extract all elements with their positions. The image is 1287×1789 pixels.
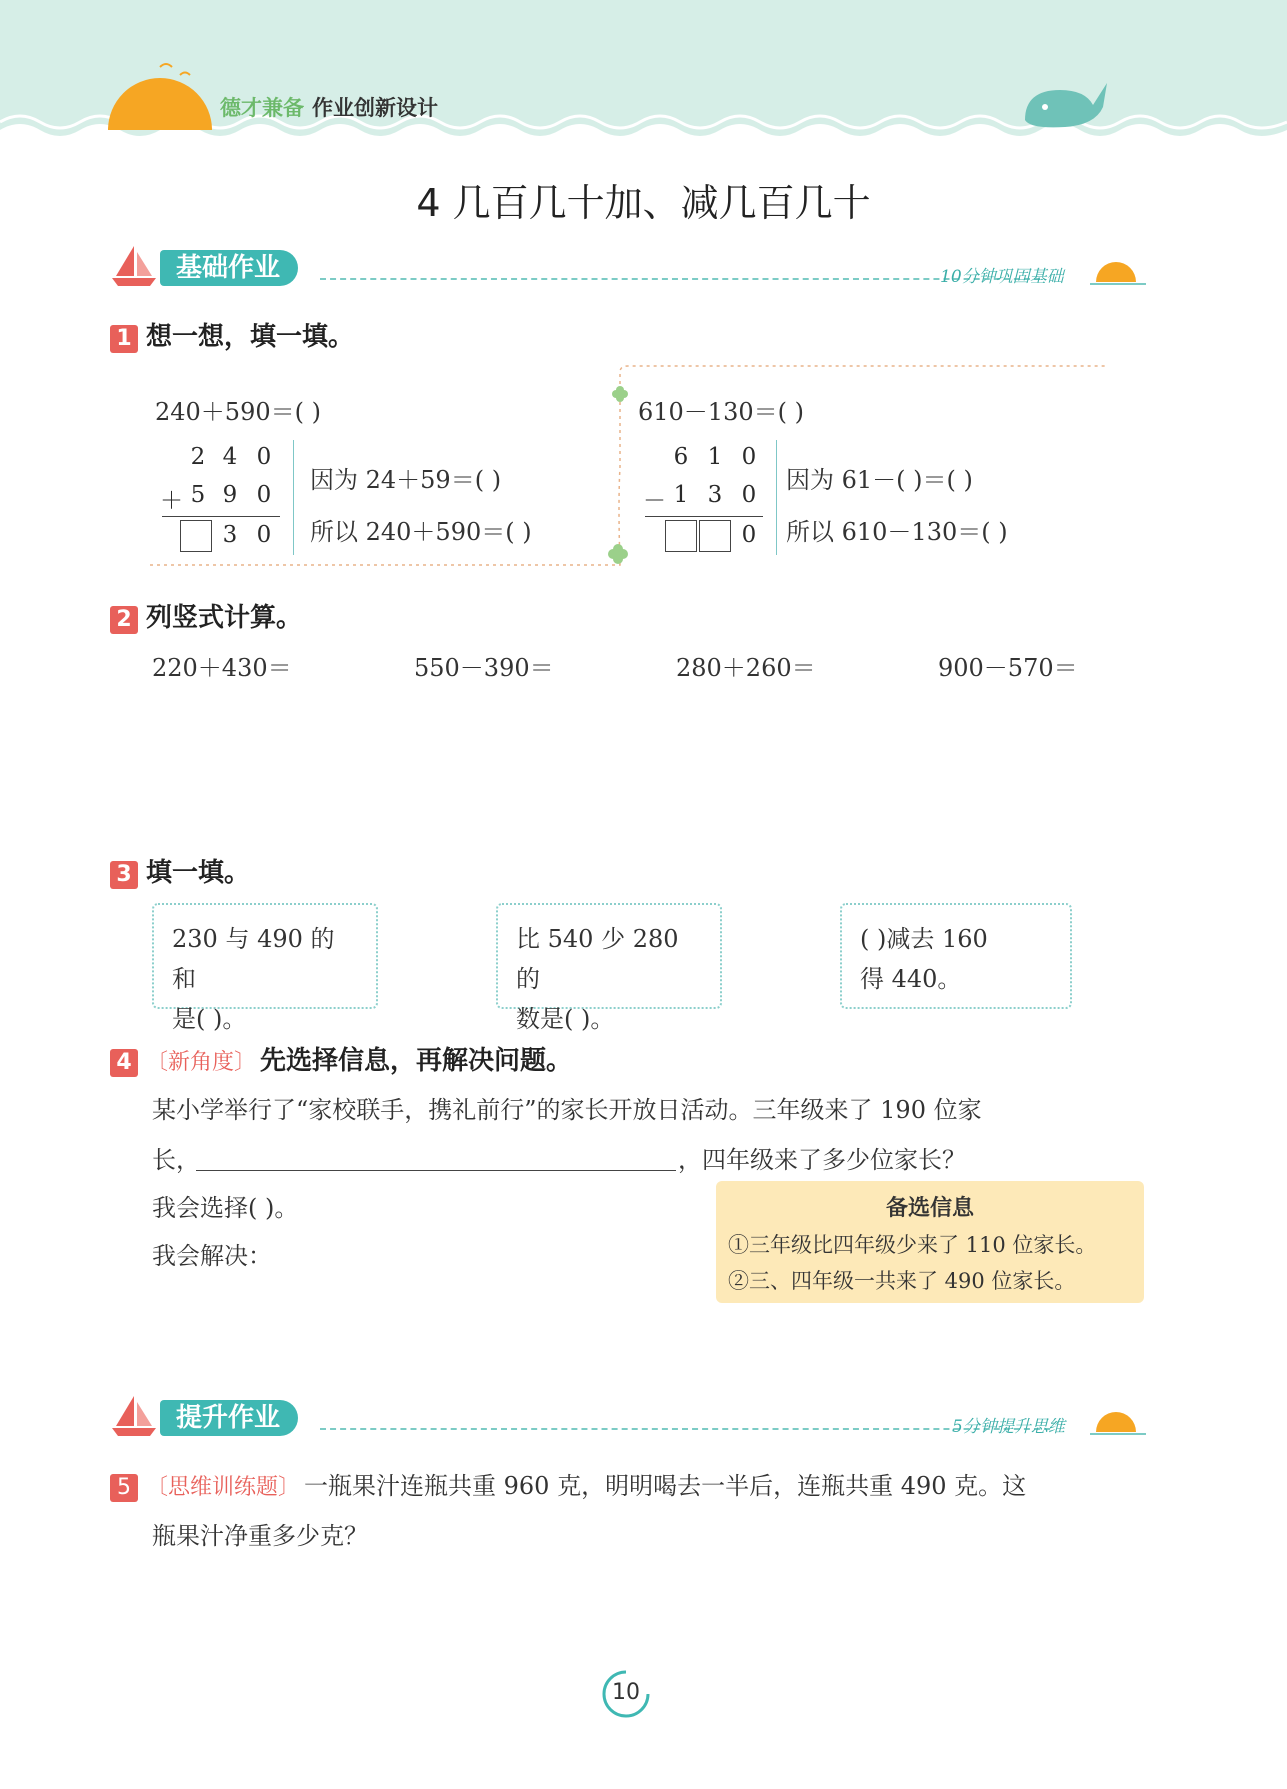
section-advanced-divider (320, 1428, 1050, 1430)
q4-solve: 我会解决： (152, 1242, 272, 1270)
q4-text-line2-start: 长， (152, 1146, 200, 1174)
q3-box-line: 数是( )。 (516, 1005, 615, 1033)
q4-text-line2-end: ，四年级来了多少位家长？ (678, 1146, 966, 1174)
q2-item: 550－390＝ (414, 654, 554, 682)
answer-box[interactable] (180, 520, 212, 552)
digit: 2 (190, 444, 206, 470)
small-sun-icon (1088, 1406, 1148, 1440)
q3-number: 3 (110, 861, 138, 889)
digit: 0 (256, 522, 272, 548)
digit: 5 (190, 482, 206, 508)
q3-box-line: 是( )。 (172, 1005, 247, 1033)
q1-left-vertical (160, 440, 285, 555)
digit: 0 (741, 482, 757, 508)
q4-text-line1: 某小学举行了“家校联手，携礼前行”的家长开放日活动。三年级来了 190 位家 (152, 1096, 982, 1124)
q1-number: 1 (110, 325, 138, 353)
q3-box-line: 得 440。 (860, 965, 962, 993)
answer-box[interactable] (665, 520, 697, 552)
digit: 1 (673, 482, 689, 508)
section-advanced-note: 5分钟提升思维 (952, 1417, 1065, 1437)
q3-box-3 (840, 903, 1072, 1009)
digit: 3 (222, 522, 238, 548)
page-number: 10 (612, 1680, 640, 1705)
q2-heading (110, 597, 302, 634)
small-sun-icon (1088, 256, 1148, 290)
digit: 0 (741, 444, 757, 470)
digit: 6 (673, 444, 689, 470)
q1-left-equation: 240＋590＝( ) (155, 398, 321, 426)
q4-choose: 我会选择( )。 (152, 1194, 299, 1222)
q4-tag: 〔新角度〕 (146, 1050, 257, 1075)
q5-number: 5 (110, 1474, 138, 1502)
digit: 0 (256, 482, 272, 508)
section-advanced-label: 提升作业 (160, 1400, 298, 1436)
sum-line (162, 516, 280, 517)
q5-tag: 〔思维训练题〕 (146, 1475, 301, 1500)
q1-right-so: 所以 610－130＝( ) (786, 518, 1008, 546)
answer-box[interactable] (699, 520, 731, 552)
section-basic-label: 基础作业 (160, 250, 298, 286)
section-basic-divider (320, 278, 1040, 280)
section-banner-basic (110, 248, 1150, 288)
digit: 0 (256, 444, 272, 470)
brand-dark-text: 作业创新设计 (312, 96, 438, 120)
q4-title: 先选择信息，再解决问题。 (260, 1046, 573, 1076)
clover-icon-2 (608, 544, 628, 564)
q4-number: 4 (110, 1049, 138, 1077)
clover-icon (612, 386, 628, 402)
q3-box-line: ( )减去 160 (860, 925, 988, 953)
digit: 4 (222, 444, 238, 470)
q3-box-1 (152, 903, 378, 1033)
q3-box-line: 比 540 少 280 的 (516, 925, 679, 993)
q4-info-panel (716, 1181, 1144, 1303)
q5-text-line2: 瓶果汁净重多少克？ (152, 1522, 368, 1550)
q4-info-item: ①三年级比四年级少来了 110 位家长。 (728, 1233, 1097, 1257)
q3-box-line: 230 与 490 的和 (172, 925, 335, 993)
q1-right-because: 因为 61－( )＝( ) (786, 466, 973, 494)
digit: 3 (707, 482, 723, 508)
q2-item: 220＋430＝ (152, 654, 292, 682)
plus-sign: ＋ (160, 488, 183, 514)
sun-icon (100, 55, 220, 130)
q3-title: 填一填。 (146, 858, 251, 888)
section-banner-advanced (110, 1398, 1150, 1438)
digit: 9 (222, 482, 238, 508)
q4-heading (110, 1040, 572, 1077)
minus-sign: － (643, 488, 666, 514)
q4-info-item: ②三、四年级一共来了 490 位家长。 (728, 1269, 1076, 1293)
q1-left-because: 因为 24＋59＝( ) (310, 466, 502, 494)
digit: 1 (707, 444, 723, 470)
q4-info-title: 备选信息 (885, 1196, 974, 1221)
q3-box-2 (496, 903, 722, 1033)
q5-heading (110, 1466, 1026, 1502)
sailboat-icon (110, 242, 158, 288)
q1-right-vertical (643, 440, 768, 555)
q1-heading (110, 316, 354, 353)
q1-left-divider (293, 440, 294, 555)
difference-line (645, 516, 763, 517)
digit: 0 (741, 522, 757, 548)
q1-left-so: 所以 240＋590＝( ) (310, 518, 532, 546)
q3-heading (110, 852, 250, 889)
q2-number: 2 (110, 606, 138, 634)
whale-icon (1015, 75, 1115, 130)
q1-right-equation: 610－130＝( ) (638, 398, 804, 426)
section-basic-note: 10分钟巩固基础 (940, 267, 1064, 287)
brand-green-text: 德才兼备 (220, 96, 304, 120)
q2-item: 900－570＝ (938, 654, 1078, 682)
q5-text-line1: 一瓶果汁连瓶共重 960 克，明明喝去一半后，连瓶共重 490 克。这 (304, 1472, 1027, 1500)
header-brand (220, 92, 438, 122)
q4-fill-line[interactable] (196, 1170, 676, 1171)
page-title: 4 几百几十加、减几百几十 (416, 181, 871, 225)
sailboat-icon (110, 1392, 158, 1438)
q1-title: 想一想，填一填。 (146, 322, 355, 352)
q2-item: 280＋260＝ (676, 654, 816, 682)
q2-title: 列竖式计算。 (146, 603, 303, 633)
q1-right-divider (776, 440, 777, 555)
